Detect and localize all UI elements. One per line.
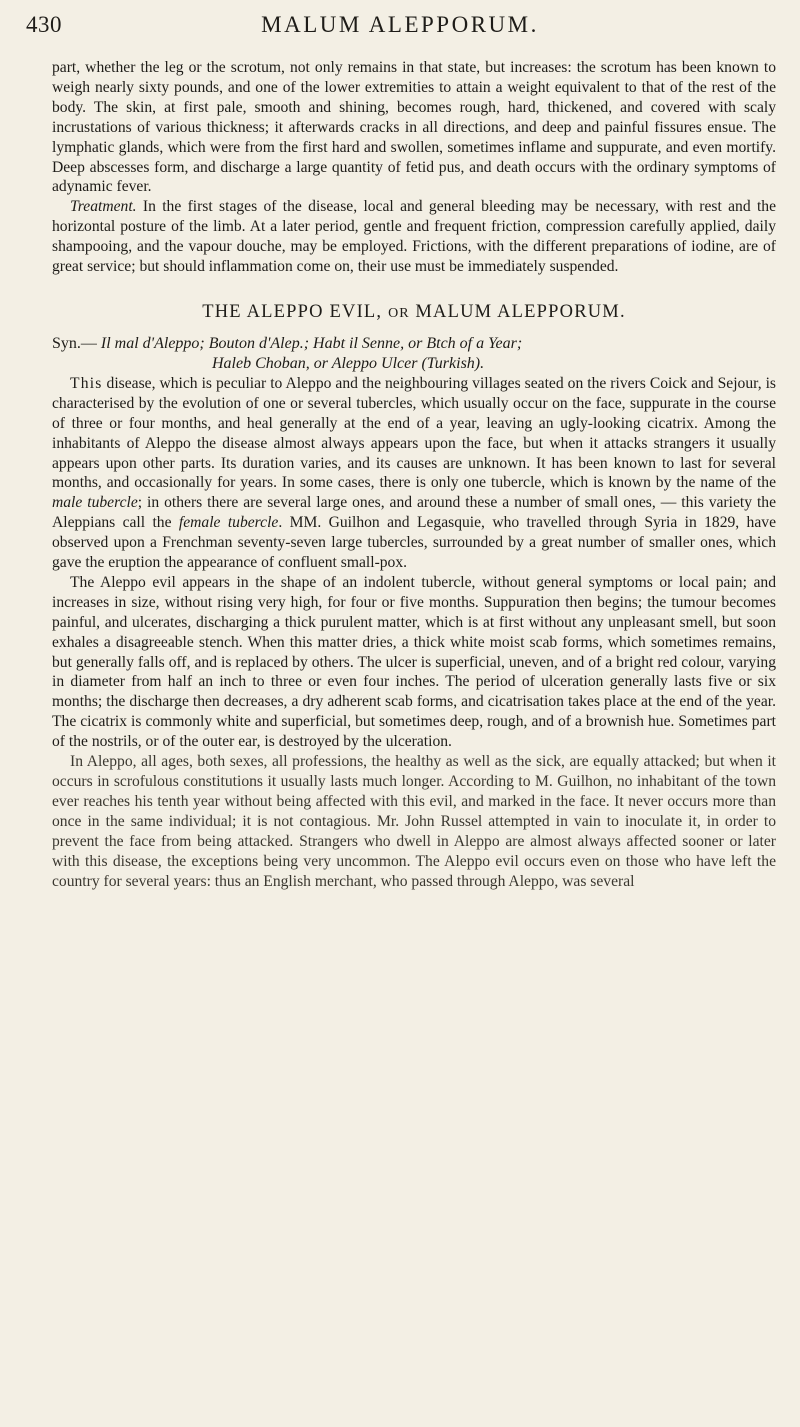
continuation-paragraph: part, whether the leg or the scrotum, not only remains in that state, but increases: the scrotum has been known to weigh nearly sixty pounds, and one of the lower extremities to attain a weight equivalent to that of the rest of the body. The skin, at first pale, smooth and shining, becomes rough, hard, thickened, and covered with scaly incrustations of various thickness; it afterwards cracks in all directions, and deep and painful fissures ensue. The lymphatic glands, which were from the first hard and swollen, sometimes inflame and suppurate, and even mortify. Deep abscesses form, and discharge a large quantity of fetid pus, and death occurs with the ordinary symptoms of adynamic fever. <box>52 59 776 196</box>
page-number: 430 <box>26 12 62 37</box>
body-text <box>52 58 776 891</box>
section-heading-or: OR <box>388 305 410 321</box>
paragraph-3: In Aleppo, all ages, both sexes, all professions, the healthy as well as the sick, are equally attacked; but when it occurs in scrofulous constitutions it usually lasts much longer. According to M. Guilhon, no inhabitant of the town ever reaches his tenth year without being affected with this evil, and marked in the face. It never occurs more than once in the same individual; it is not contagious. Mr. John Russel attempted in vain to inoculate it, in order to prevent the face from being attacked. Strangers who dwell in Aleppo are almost always affected sooner or later with this disease, the exceptions being very uncommon. The Aleppo evil occurs even on those who have left the country for several years: thus an English merchant, who passed through Aleppo, was several <box>52 753 776 890</box>
treatment-text: In the first stages of the disease, local and general bleeding may be necessary, with rest and the horizontal posture of the limb. At a later period, gentle and frequent friction, compression carefully applied, daily shampooing, and the vapour douche, may be employed. Frictions, with the different preparations of iodine, are of great service; but should inflammation come on, their use must be immediately suspended. <box>52 198 776 276</box>
synonyms <box>52 334 776 374</box>
paragraph-2: The Aleppo evil appears in the shape of an indolent tubercle, without general symptoms or local pain; and increases in size, without rising very high, for four or five months. Suppuration then begins; the tumour becomes painful, and ulcerates, discharging a thick purulent matter, which is at first without any unpleasant smell, but soon exhales a disagreeable stench. When this matter dries, a thick white moist scab forms, which sometimes remains, but generally falls off, and is replaced by others. The ulcer is superficial, uneven, and of a bright red colour, varying in diameter from half an inch to three or even four inches. The period of ulceration generally lasts five or six months; the discharge then decreases, a dry adherent scab forms, and cicatrisation takes place at the end of the year. The cicatrix is commonly white and superficial, but sometimes deep, rough, and of a brownish hue. Sometimes part of the nostrils, or of the outer ear, is destroyed by the ulceration. <box>52 573 776 751</box>
treatment-label: Treatment. <box>70 198 137 216</box>
section-heading-part1: THE ALEPPO EVIL, <box>202 301 383 322</box>
synonyms-dash: — <box>80 334 97 352</box>
running-title: MALUM ALEPPORUM. <box>261 12 539 37</box>
page-header <box>0 0 800 50</box>
section-heading-part2: MALUM ALEPPORUM. <box>415 301 626 322</box>
paragraph-1-text-a: disease, which is peculiar to Aleppo and the neighbouring villages seated on the rivers Coick and Sejour, is characterised by the evolution of one or several tubercles, which usually occur on the face, suppurate in the course of three or four months, and heal generally at the end of a year, leaving an ugly-looking cicatrix. Among the inhabitants of Aleppo the disease almost always appears upon the face, but when it attacks strangers it usually appears upon other parts. Its duration varies, and its causes are unknown. It has been known to last for several months, and occasionally for years. In some cases, there is only one tubercle, which is known by the name of the <box>52 374 776 492</box>
synonyms-line1: Il mal d'Aleppo; Bouton d'Alep.; Habt il Senne, or Btch of a Year; <box>100 334 523 352</box>
paragraph-1-lead: This <box>70 374 103 392</box>
paragraph-1 <box>52 374 776 573</box>
paragraph-1-text-c: . MM. Guilhon and Legasquie, who travelled through Syria in 1829, have observed upon a Frenchman seventy-seven large tubercles, surrounded by a great number of smaller ones, which gave the eruption the appearance of confluent small-pox. <box>52 514 776 572</box>
paragraph-1-italic-a: male tubercle <box>52 494 138 512</box>
synonyms-label-text: Syn. <box>52 334 81 352</box>
treatment-paragraph <box>52 197 776 277</box>
synonyms-line2: Haleb Choban, or Aleppo Ulcer (Turkish). <box>212 354 485 372</box>
paragraph-1-italic-b: female tubercle <box>178 514 279 532</box>
synonyms-label <box>52 335 97 352</box>
paragraph-1-text-b: ; in others there are several large ones, and around these a number of small ones, — this variety the Aleppians call the <box>52 494 776 532</box>
section-heading <box>52 303 776 324</box>
